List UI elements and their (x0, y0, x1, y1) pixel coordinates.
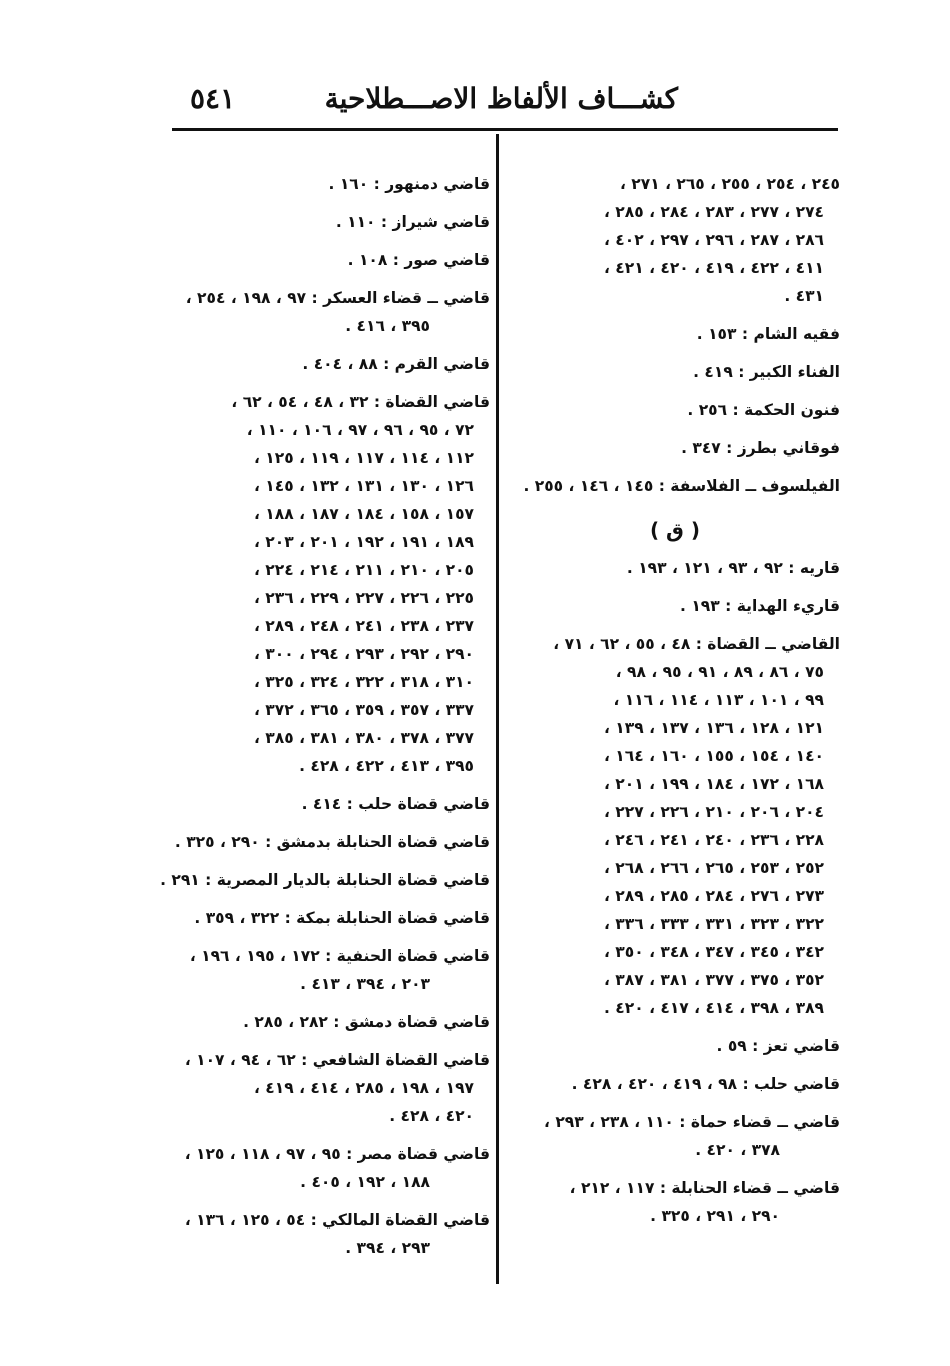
index-entry (510, 1032, 840, 1060)
column-divider (496, 134, 499, 1284)
entry-headword-line: قاضي قضاة دمشق : ٢٨٢ ، ٢٨٥ . (243, 1013, 490, 1031)
index-entry (165, 1046, 490, 1130)
entry-continuation-line: ٤٢٠ ، ٤٢٨ . (389, 1107, 474, 1125)
right-entries-bottom (510, 554, 840, 1230)
entry-headword-line: قاضي تعز : ٥٩ . (716, 1037, 840, 1055)
entry-continuation-line: ٧٥ ، ٨٦ ، ٨٩ ، ٩١ ، ٩٥ ، ٩٨ ، (615, 663, 824, 681)
index-entry (165, 1206, 490, 1262)
index-entry (510, 434, 840, 462)
page-header (172, 80, 838, 131)
entry-headword-line: قاضي قضاة الحنفية : ١٧٢ ، ١٩٥ ، ١٩٦ ، (189, 947, 490, 965)
left-entries (160, 170, 490, 1262)
entry-continuation-line: ٢٠٣ ، ٣٩٤ ، ٤١٣ . (300, 975, 430, 993)
entry-continuation-line: ٢٩٠ ، ٢٩١ ، ٣٢٥ . (650, 1207, 780, 1225)
entry-continuation-line: ٢٣٧ ، ٢٣٨ ، ٢٤١ ، ٢٤٨ ، ٢٨٩ ، (254, 617, 474, 635)
index-entry (165, 208, 490, 236)
index-entry (510, 1174, 840, 1230)
index-entry (165, 350, 490, 378)
entry-headword-line: قاضي ــ قضاء حماة : ١١٠ ، ٢٣٨ ، ٢٩٣ ، (544, 1113, 840, 1131)
entry-headword-line: قاضي شيراز : ١١٠ . (335, 213, 490, 231)
entry-headword-line: قاضي قضاة الحنابلة بمكة : ٣٢٢ ، ٣٥٩ . (194, 909, 490, 927)
index-entry (165, 284, 490, 340)
entry-continuation-line: ١٨٨ ، ١٩٢ ، ٤٠٥ . (300, 1173, 430, 1191)
entry-continuation-line: ٣٩٥ ، ٤١٣ ، ٤٢٢ ، ٤٢٨ . (299, 757, 474, 775)
entry-headword-line: قاريء الهداية : ١٩٣ . (680, 597, 840, 615)
entry-continuation-line: ١٦٨ ، ١٧٢ ، ١٨٤ ، ١٩٩ ، ٢٠١ ، (604, 775, 824, 793)
entry-continuation-line: ٢٧٤ ، ٢٧٧ ، ٢٨٣ ، ٢٨٤ ، ٢٨٥ ، (604, 203, 824, 221)
entry-headword-line: قاضي القضاة المالكي : ٥٤ ، ١٢٥ ، ١٣٦ ، (184, 1211, 490, 1229)
entry-continuation-line: ٢٥٢ ، ٢٥٣ ، ٢٦٥ ، ٢٦٦ ، ٢٦٨ ، (604, 859, 824, 877)
index-entry (165, 1008, 490, 1036)
entry-continuation-line: ٢٧٣ ، ٢٧٦ ، ٢٨٤ ، ٢٨٥ ، ٢٨٩ ، (604, 887, 824, 905)
entry-continuation-line: ١٥٧ ، ١٥٨ ، ١٨٤ ، ١٨٧ ، ١٨٨ ، (254, 505, 474, 523)
entry-continuation-line: ٣٧٧ ، ٣٧٨ ، ٣٨٠ ، ٣٨١ ، ٣٨٥ ، (254, 729, 474, 747)
entry-continuation-line: ٣١٠ ، ٣١٨ ، ٣٢٢ ، ٣٢٤ ، ٣٢٥ ، (254, 673, 474, 691)
entry-headword-line: قاضي القرم : ٨٨ ، ٤٠٤ . (302, 355, 490, 373)
index-entry (165, 1140, 490, 1196)
left-column (160, 170, 490, 1272)
index-entry (165, 828, 490, 856)
entry-headword-line: قاضي ــ قضاء الحنابلة : ١١٧ ، ٢١٢ ، (569, 1179, 840, 1197)
entry-continuation-line: ٣٧٨ ، ٤٢٠ . (695, 1141, 780, 1159)
entry-continuation-line: ٤١١ ، ٤٢٢ ، ٤١٩ ، ٤٢٠ ، ٤٢١ ، (604, 259, 824, 277)
entry-headword-line: الفناء الكبير : ٤١٩ . (693, 363, 840, 381)
entry-continuation-line: ٢٨٦ ، ٢٨٧ ، ٢٩٦ ، ٢٩٧ ، ٤٠٢ ، (604, 231, 824, 249)
entry-headword-line: قاضي قضاة الحنابلة بالديار المصرية : ٢٩١ . (160, 871, 490, 889)
entry-headword-line: قاضي قضاة مصر : ٩٥ ، ٩٧ ، ١١٨ ، ١٢٥ ، (184, 1145, 490, 1163)
entry-continuation-line: ٣٤٢ ، ٣٤٥ ، ٣٤٧ ، ٣٤٨ ، ٣٥٠ ، (604, 943, 824, 961)
right-column (510, 170, 840, 1240)
entry-continuation-line: ١٩٧ ، ١٩٨ ، ٢٨٥ ، ٤١٤ ، ٤١٩ ، (254, 1079, 474, 1097)
entry-headword-line: فوقاني بطرز : ٣٤٧ . (681, 439, 840, 457)
entry-continuation-line: ٣٨٩ ، ٣٩٨ ، ٤١٤ ، ٤١٧ ، ٤٢٠ . (604, 999, 824, 1017)
entry-continuation-line: ١٢٦ ، ١٣٠ ، ١٣١ ، ١٣٢ ، ١٤٥ ، (254, 477, 474, 495)
right-entries-top (510, 170, 840, 500)
index-entry (510, 1070, 840, 1098)
entry-continuation-line: ٢٩٣ ، ٣٩٤ . (345, 1239, 430, 1257)
entry-headword-line: ٢٤٥ ، ٢٥٤ ، ٢٥٥ ، ٢٦٥ ، ٢٧١ ، (620, 175, 840, 193)
index-entry (165, 942, 490, 998)
entry-continuation-line: ٣٥٢ ، ٣٧٥ ، ٣٧٧ ، ٣٨١ ، ٣٨٧ ، (604, 971, 824, 989)
section-letter-qaf: ( ق ) (649, 518, 701, 542)
index-entry (510, 358, 840, 386)
entry-continuation-line: ٣٣٧ ، ٣٥٧ ، ٣٥٩ ، ٣٦٥ ، ٣٧٢ ، (254, 701, 474, 719)
entry-continuation-line: ٧٢ ، ٩٥ ، ٩٦ ، ٩٧ ، ١٠٦ ، ١١٠ ، (246, 421, 474, 439)
entry-headword-line: فقيه الشام : ١٥٣ . (696, 325, 840, 343)
index-entry (510, 554, 840, 582)
index-entry (510, 170, 840, 310)
entry-continuation-line: ٢٠٤ ، ٢٠٦ ، ٢١٠ ، ٢٢٦ ، ٢٢٧ ، (604, 803, 824, 821)
entry-continuation-line: ٩٩ ، ١٠١ ، ١١٣ ، ١١٤ ، ١١٦ ، (613, 691, 824, 709)
entry-headword-line: قاضي قضاة الحنابلة بدمشق : ٢٩٠ ، ٣٢٥ . (174, 833, 490, 851)
entry-continuation-line: ١٨٩ ، ١٩١ ، ١٩٢ ، ٢٠١ ، ٢٠٣ ، (254, 533, 474, 551)
entry-headword-line: قاضي دمنهور : ١٦٠ . (328, 175, 490, 193)
entry-headword-line: قاضي قضاة حلب : ٤١٤ . (301, 795, 490, 813)
entry-headword-line: قاضي صور : ١٠٨ . (347, 251, 490, 269)
index-entry (160, 866, 490, 894)
entry-headword-line: الفيلسوف ــ الفلاسفة : ١٤٥ ، ١٤٦ ، ٢٥٥ . (523, 477, 840, 495)
index-entry (510, 1108, 840, 1164)
index-entry (510, 630, 840, 1022)
index-entry (165, 246, 490, 274)
index-entry (510, 472, 840, 500)
index-entry (510, 320, 840, 348)
entry-headword-line: قاضي حلب : ٩٨ ، ٤١٩ ، ٤٢٠ ، ٤٢٨ . (571, 1075, 840, 1093)
entry-headword-line: قاريه : ٩٢ ، ٩٣ ، ١٢١ ، ١٩٣ . (626, 559, 840, 577)
entry-continuation-line: ٢٩٠ ، ٢٩٢ ، ٢٩٣ ، ٢٩٤ ، ٣٠٠ ، (254, 645, 474, 663)
entry-headword-line: قاضي القضاة : ٣٢ ، ٤٨ ، ٥٤ ، ٦٢ ، (231, 393, 490, 411)
index-entry (165, 388, 490, 780)
entry-headword-line: فنون الحكمة : ٢٥٦ . (687, 401, 840, 419)
entry-continuation-line: ٣٩٥ ، ٤١٦ . (345, 317, 430, 335)
index-entry (510, 592, 840, 620)
index-entry (165, 170, 490, 198)
entry-continuation-line: ٢٢٨ ، ٢٣٦ ، ٢٤٠ ، ٢٤١ ، ٢٤٦ ، (604, 831, 824, 849)
entry-continuation-line: ٢٢٥ ، ٢٢٦ ، ٢٢٧ ، ٢٢٩ ، ٢٣٦ ، (254, 589, 474, 607)
entry-headword-line: القاضي ــ القضاة : ٤٨ ، ٥٥ ، ٦٢ ، ٧١ ، (553, 635, 840, 653)
entry-headword-line: قاضي القضاة الشافعي : ٦٢ ، ٩٤ ، ١٠٧ ، (184, 1051, 490, 1069)
page-title: كشـــاف الألفاظ الاصـــطلاحية (324, 82, 678, 115)
index-entry (510, 396, 840, 424)
entry-continuation-line: ١٢١ ، ١٢٨ ، ١٣٦ ، ١٣٧ ، ١٣٩ ، (604, 719, 824, 737)
entry-continuation-line: ١٤٠ ، ١٥٤ ، ١٥٥ ، ١٦٠ ، ١٦٤ ، (604, 747, 824, 765)
page-number: ٥٤١ (190, 82, 236, 115)
entry-continuation-line: ١١٢ ، ١١٤ ، ١١٧ ، ١١٩ ، ١٢٥ ، (254, 449, 474, 467)
entry-continuation-line: ٢٠٥ ، ٢١٠ ، ٢١١ ، ٢١٤ ، ٢٢٤ ، (254, 561, 474, 579)
index-entry (165, 904, 490, 932)
entry-continuation-line: ٣٢٢ ، ٣٢٣ ، ٣٣١ ، ٣٣٣ ، ٣٣٦ ، (604, 915, 824, 933)
index-entry (165, 790, 490, 818)
entry-continuation-line: ٤٣١ . (784, 287, 824, 305)
entry-headword-line: قاضي ــ قضاء العسكر : ٩٧ ، ١٩٨ ، ٢٥٤ ، (185, 289, 490, 307)
